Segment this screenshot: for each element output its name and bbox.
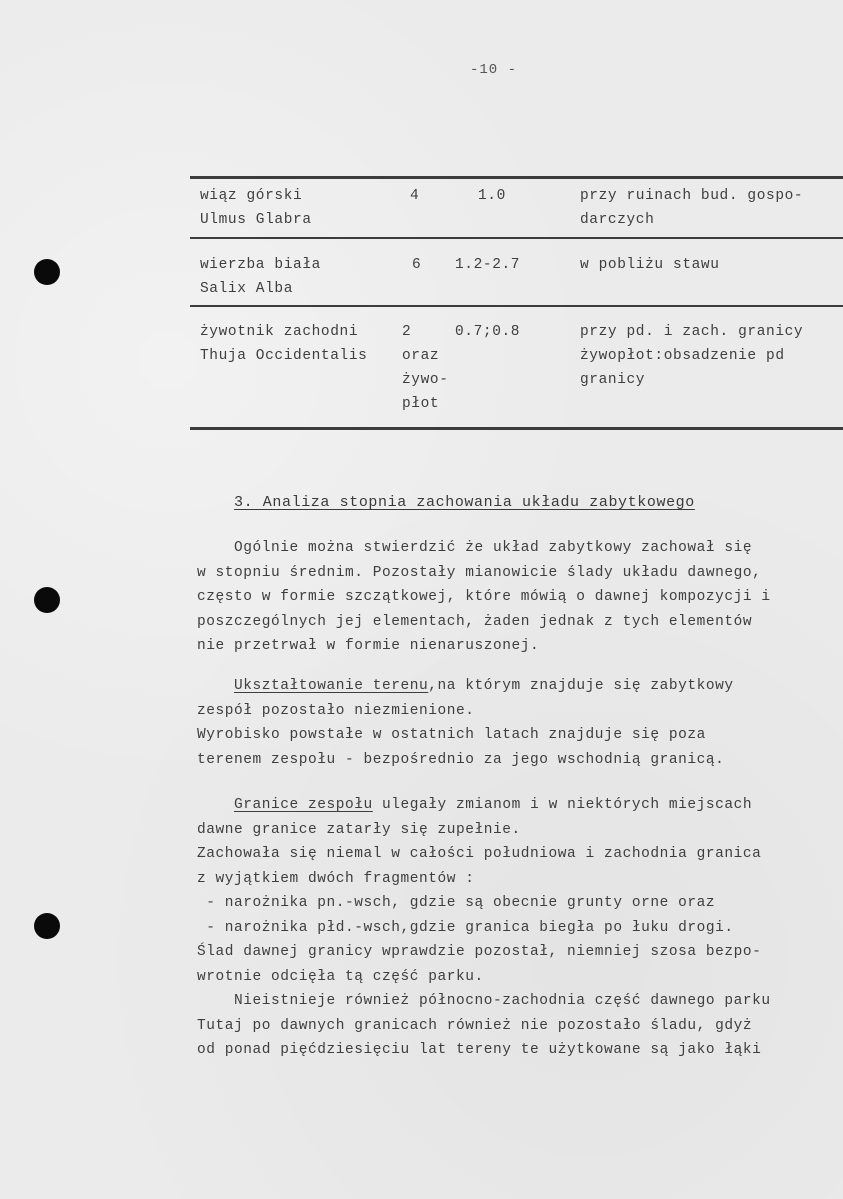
section-heading: 3. Analiza stopnia zachowania układu zabytkowego: [234, 494, 695, 511]
species-name-cell: wierzba biała Salix Alba: [200, 257, 321, 297]
text-line: dawne granice zatarły się zupełnie.: [197, 821, 521, 838]
table-rule: [190, 305, 843, 307]
species-name-cell: żywotnik zachodni Thuja Occidentalis: [200, 324, 368, 364]
text-line: zespół pozostało niezmienione.: [197, 702, 475, 719]
location-cell: przy ruinach bud. gospo- darczych: [580, 188, 804, 228]
text-line: wrotnie odcięła tą część parku.: [197, 968, 484, 985]
text-line: Ukształtowanie terenu,na którym znajduje się zabytkowy: [234, 678, 734, 694]
punch-hole: [34, 259, 60, 285]
text-line: Granice zespołu ulegały zmianom i w niektórych miejscach: [234, 797, 753, 813]
text-line: Tutaj po dawnych granicach również nie pozostało śladu, gdyż: [197, 1017, 753, 1034]
count-cell: 6: [412, 257, 422, 273]
text-line: - narożnika pn.-wsch, gdzie są obecnie grunty orne oraz: [197, 895, 716, 911]
text-line: Nieistnieje również północno-zachodnia część dawnego parku: [197, 993, 771, 1009]
text-line: Wyrobisko powstałe w ostatnich latach znajduje się poza: [197, 727, 706, 743]
height-cell: 1.2-2.7: [455, 257, 521, 273]
text-line: Ogólnie można stwierdzić że układ zabytkowy zachował się: [197, 540, 753, 556]
underlined-term: Ukształtowanie terenu: [234, 678, 429, 694]
underlined-term: Granice zespołu: [234, 797, 373, 813]
text-line: nie przetrwał w formie nienaruszonej.: [197, 638, 540, 654]
text-line: z wyjątkiem dwóch fragmentów :: [197, 870, 475, 887]
punch-hole: [34, 587, 60, 613]
text-line: poszczególnych jej elementach, żaden jednak z tych elementów: [197, 613, 753, 630]
height-cell: 0.7;0.8: [455, 324, 521, 340]
paragraph-boundaries: [197, 793, 843, 1063]
count-cell: 4: [410, 188, 420, 204]
text-line: w stopniu średnim. Pozostały mianowicie ślady układu dawnego,: [197, 564, 762, 581]
text-line: Zachowała się niemal w całości południowa i zachodnia granica: [197, 846, 762, 862]
text-line: - narożnika płd.-wsch,gdzie granica biegła po łuku drogi.: [197, 919, 734, 936]
text-line: od ponad pięćdziesięciu lat tereny te użytkowane są jako łąki: [197, 1042, 762, 1058]
text-line: Ślad dawnej granicy wprawdzie pozostał, niemniej szosa bezpo-: [197, 944, 762, 960]
table-rule: [190, 176, 843, 179]
location-cell: przy pd. i zach. granicy żywopłot:obsadzenie pd granicy: [580, 324, 804, 388]
punch-hole: [34, 913, 60, 939]
count-cell: 2 oraz żywo- płot: [402, 324, 449, 412]
species-name-cell: wiąz górski Ulmus Glabra: [200, 188, 312, 228]
height-cell: 1.0: [478, 188, 506, 204]
text-line: często w formie szczątkowej, które mówią o dawnej kompozycji i: [197, 589, 771, 605]
location-cell: w pobliżu stawu: [580, 257, 720, 273]
paragraph-terrain: [197, 674, 843, 772]
table-rule: [190, 237, 843, 239]
page-number: -10 -: [470, 62, 518, 78]
text-line: terenem zespołu - bezpośrednio za jego wschodnią granicą.: [197, 751, 725, 768]
paragraph-general-assessment: [197, 536, 843, 659]
table-rule: [190, 427, 843, 430]
